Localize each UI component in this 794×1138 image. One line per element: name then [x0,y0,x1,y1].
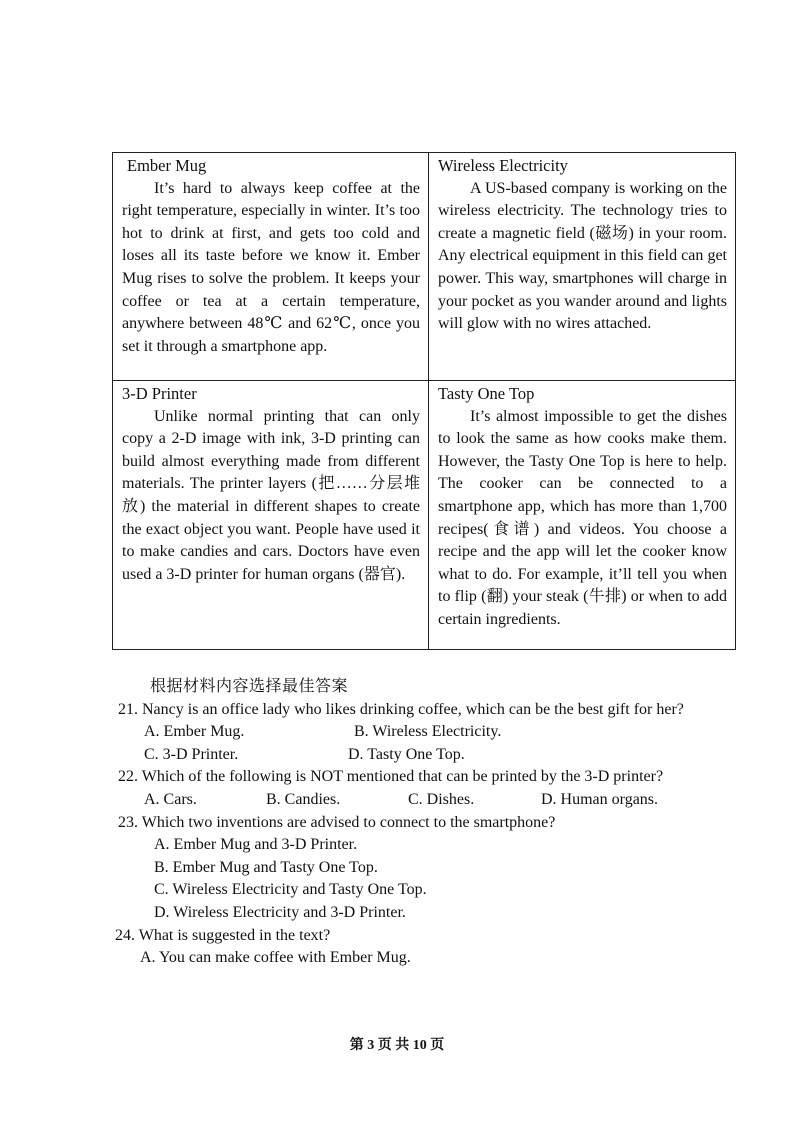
question-22-option-b[interactable]: B. Candies. [266,790,341,808]
cell-title: Ember Mug [127,156,207,175]
inventions-table [112,152,736,650]
cell-body: It’s hard to always keep coffee at the right temperature, especially in winter. It’s too hot to drink at first, and gets too cold and loses all its taste before we know it. Ember Mug rises to solve the problem. It keeps your coffee or tea at a certain temperature, anywhere between 48℃ and 62℃, once you set it through a smartphone app. [122,179,420,355]
cell-title: Wireless Electricity [438,156,568,175]
question-21-option-b[interactable]: B. Wireless Electricity. [354,723,502,741]
question-23-option-c[interactable]: C. Wireless Electricity and Tasty One Top. [154,881,427,899]
question-21-options [118,721,718,744]
question-22-stem: 22. Which of the following is NOT mentioned that can be printed by the 3-D printer? [118,768,664,786]
question-21-option-c[interactable]: C. 3-D Printer. [144,745,239,763]
questions-section [115,676,718,970]
table-cell-tasty-one-top [429,381,735,649]
question-24-option-a[interactable]: A. You can make coffee with Ember Mug. [140,949,411,967]
question-24-stem: 24. What is suggested in the text? [115,926,331,944]
cell-title: Tasty One Top [438,384,535,403]
question-22-option-c[interactable]: C. Dishes. [408,790,475,808]
question-23-option-b[interactable]: B. Ember Mug and Tasty One Top. [154,858,378,876]
question-21-options-2 [118,744,718,767]
question-21-option-d[interactable]: D. Tasty One Top. [348,745,465,763]
page-footer: 第 3 页 共 10 页 [349,1038,445,1053]
cell-body: A US-based company is working on the wireless electricity. The technology tries to create a magnetic field (磁场) in your room. Any electrical equipment in this field can get power. This way, smartphones will charge in your pocket as you wander around and lights will glow with no wires attached. [438,179,727,333]
table-cell-3d-printer [113,381,429,649]
table-cell-wireless-electricity [429,153,735,381]
question-21-option-a[interactable]: A. Ember Mug. [144,723,245,741]
question-23-option-d[interactable]: D. Wireless Electricity and 3-D Printer. [154,903,406,921]
question-21-stem: 21. Nancy is an office lady who likes drinking coffee, which can be the best gift for her? [118,700,684,718]
question-22-option-d[interactable]: D. Human organs. [541,790,659,808]
question-22-options [118,789,718,812]
cell-body: Unlike normal printing that can only copy a 2-D image with ink, 3-D printing can build almost everything made from different materials. The printer layers (把……分层堆放) the material in different shapes to create the exact object you want. People have used it to make candies and cars. Doctors have even used a 3-D printer for human organs (器官). [122,407,420,583]
table-cell-ember-mug [113,153,429,381]
question-22-option-a[interactable]: A. Cars. [144,790,197,808]
question-23-option-a[interactable]: A. Ember Mug and 3-D Printer. [154,836,358,854]
cell-body: It’s almost impossible to get the dishes to look the same as how cooks make them. However, the Tasty One Top is here to help. The cooker can be connected to a smartphone app, which has more than 1,700 recipes(食谱) and videos. You choose a recipe and the app will let the cooker know what to do. For example, it’ll tell you when to flip (翻) your steak (牛排) or when to add certain ingredients. [438,407,727,628]
cell-title: 3-D Printer [122,384,197,403]
instruction: 根据材料内容选择最佳答案 [150,678,349,695]
question-23-options [118,834,718,924]
question-23-stem: 23. Which two inventions are advised to connect to the smartphone? [118,813,556,831]
